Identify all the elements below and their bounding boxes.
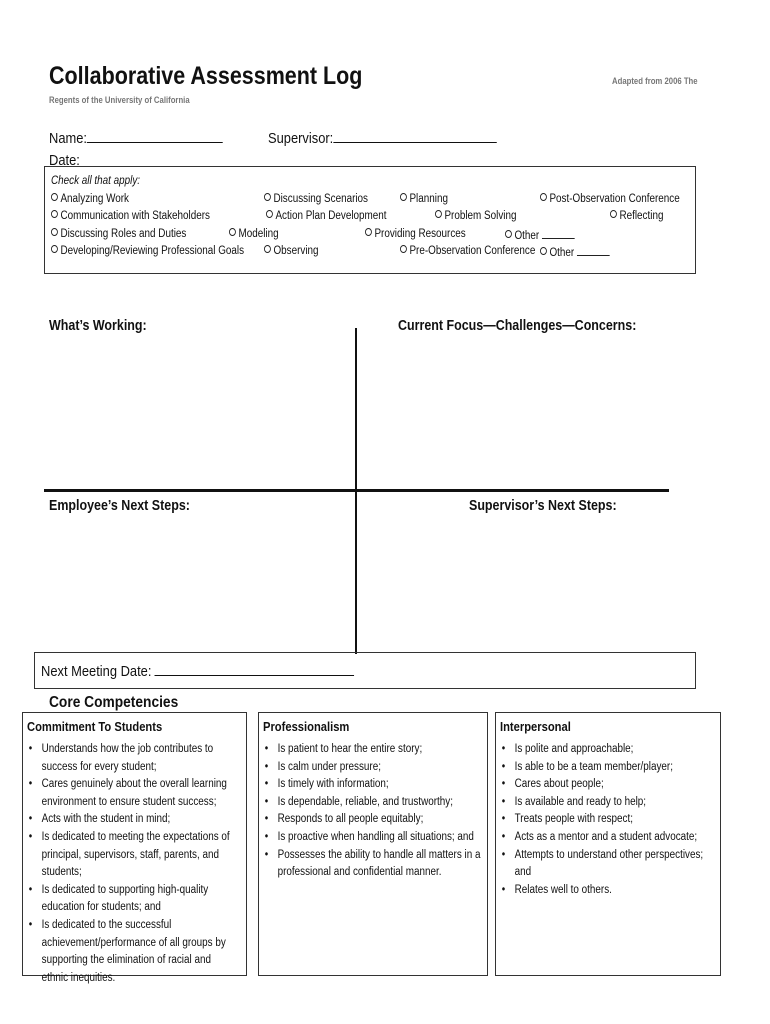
competency-item: • Acts with the student in mind;: [27, 811, 240, 829]
radio-circle-icon: [264, 193, 271, 201]
option-observing[interactable]: Observing: [264, 245, 319, 257]
radio-circle-icon: [51, 210, 58, 218]
competency-item: • Cares about people;: [500, 776, 714, 794]
competency-item: • Is polite and approachable;: [500, 741, 714, 759]
page-subtitle: Regents of the University of California: [49, 95, 190, 105]
option-discussing-roles-and-duties[interactable]: Discussing Roles and Duties: [51, 228, 186, 240]
supervisor-label: Supervisor:: [268, 130, 334, 147]
other-blank-line[interactable]: [577, 245, 610, 256]
radio-circle-icon: [610, 210, 617, 218]
option-post-observation-conference[interactable]: Post-Observation Conference: [540, 193, 680, 205]
radio-circle-icon: [540, 193, 547, 201]
next-meeting-box: [34, 652, 696, 689]
radio-circle-icon: [400, 245, 407, 253]
radio-circle-icon: [505, 230, 512, 238]
radio-circle-icon: [51, 245, 58, 253]
competency-list: [263, 741, 481, 882]
option-reflecting[interactable]: Reflecting: [610, 210, 663, 222]
competency-list: [500, 741, 714, 899]
next-meeting-label: Next Meeting Date:: [41, 663, 152, 680]
competency-list: [27, 741, 240, 987]
competency-item: • Acts as a mentor and a student advocate;: [500, 829, 714, 847]
name-label: Name:: [49, 130, 88, 147]
core-competencies-heading: Core Competencies: [49, 694, 179, 711]
competency-title: Commitment To Students: [27, 719, 163, 734]
option-other-2[interactable]: Other: [540, 245, 609, 259]
competency-item: • Responds to all people equitably;: [263, 811, 481, 829]
radio-circle-icon: [51, 228, 58, 236]
competency-item: • Possesses the ability to handle all matters in a professional and confidential manner.: [263, 847, 481, 882]
option-providing-resources[interactable]: Providing Resources: [365, 228, 466, 240]
supervisor-field[interactable]: [268, 128, 497, 147]
radio-circle-icon: [365, 228, 372, 236]
radio-circle-icon: [400, 193, 407, 201]
competency-item: • Attempts to understand other perspectives; and: [500, 847, 714, 882]
checklist-title: Check all that apply:: [51, 175, 141, 187]
page-title: Collaborative Assessment Log: [49, 62, 363, 90]
competency-item: • Is proactive when handling all situations; and: [263, 829, 481, 847]
quadrant-horizontal-divider: [44, 489, 669, 492]
competency-item: • Is dependable, reliable, and trustworthy;: [263, 794, 481, 812]
next-meeting-field[interactable]: [41, 661, 354, 680]
current-focus-label: Current Focus—Challenges—Concerns:: [398, 318, 637, 334]
competency-item: • Is able to be a team member/player;: [500, 759, 714, 777]
competency-item: • Treats people with respect;: [500, 811, 714, 829]
radio-circle-icon: [264, 245, 271, 253]
option-problem-solving[interactable]: Problem Solving: [435, 210, 516, 222]
other-blank-line[interactable]: [542, 228, 575, 239]
competency-item: • Is available and ready to help;: [500, 794, 714, 812]
date-label: Date:: [49, 152, 80, 169]
competency-item: • Relates well to others.: [500, 882, 714, 900]
competency-title: Interpersonal: [500, 719, 571, 734]
radio-circle-icon: [435, 210, 442, 218]
activity-checklist: [44, 166, 696, 274]
option-pre-observation-conference[interactable]: Pre-Observation Conference: [400, 245, 535, 257]
competency-item: • Is dedicated to the successful achievement/performance of all groups by supporting the elimination of racial and ethnic inequities.: [27, 917, 240, 987]
radio-circle-icon: [229, 228, 236, 236]
whats-working-label: What’s Working:: [49, 318, 147, 334]
option-communication-with-stakeholders[interactable]: Communication with Stakeholders: [51, 210, 210, 222]
competency-title: Professionalism: [263, 719, 350, 734]
competency-item: • Is patient to hear the entire story;: [263, 741, 481, 759]
competency-item: • Is dedicated to meeting the expectations of principal, supervisors, staff, parents, and students;: [27, 829, 240, 882]
name-line[interactable]: [87, 128, 223, 143]
competency-professionalism-box: [258, 712, 488, 976]
option-action-plan-development[interactable]: Action Plan Development: [266, 210, 387, 222]
option-planning[interactable]: Planning: [400, 193, 448, 205]
supervisor-next-steps-label: Supervisor’s Next Steps:: [469, 498, 617, 514]
option-discussing-scenarios[interactable]: Discussing Scenarios: [264, 193, 368, 205]
supervisor-line[interactable]: [333, 128, 496, 143]
competency-item: • Is calm under pressure;: [263, 759, 481, 777]
competency-interpersonal-box: [495, 712, 721, 976]
option-analyzing-work[interactable]: Analyzing Work: [51, 193, 129, 205]
competency-item: • Is dedicated to supporting high-quality education for students; and: [27, 882, 240, 917]
radio-circle-icon: [540, 247, 547, 255]
competency-item: • Is timely with information;: [263, 776, 481, 794]
next-meeting-line[interactable]: [155, 661, 355, 676]
competency-item: • Cares genuinely about the overall learning environment to ensure student success;: [27, 776, 240, 811]
name-field[interactable]: [49, 128, 223, 147]
adapted-note: Adapted from 2006 The: [612, 76, 698, 86]
competency-commitment-box: [22, 712, 247, 984]
competency-item: • Understands how the job contributes to success for every student;: [27, 741, 240, 776]
option-modeling[interactable]: Modeling: [229, 228, 279, 240]
employee-next-steps-label: Employee’s Next Steps:: [49, 498, 190, 514]
radio-circle-icon: [51, 193, 58, 201]
option-developing-reviewing-professional-goals[interactable]: Developing/Reviewing Professional Goals: [51, 245, 244, 257]
radio-circle-icon: [266, 210, 273, 218]
option-other-1[interactable]: Other: [505, 228, 574, 242]
